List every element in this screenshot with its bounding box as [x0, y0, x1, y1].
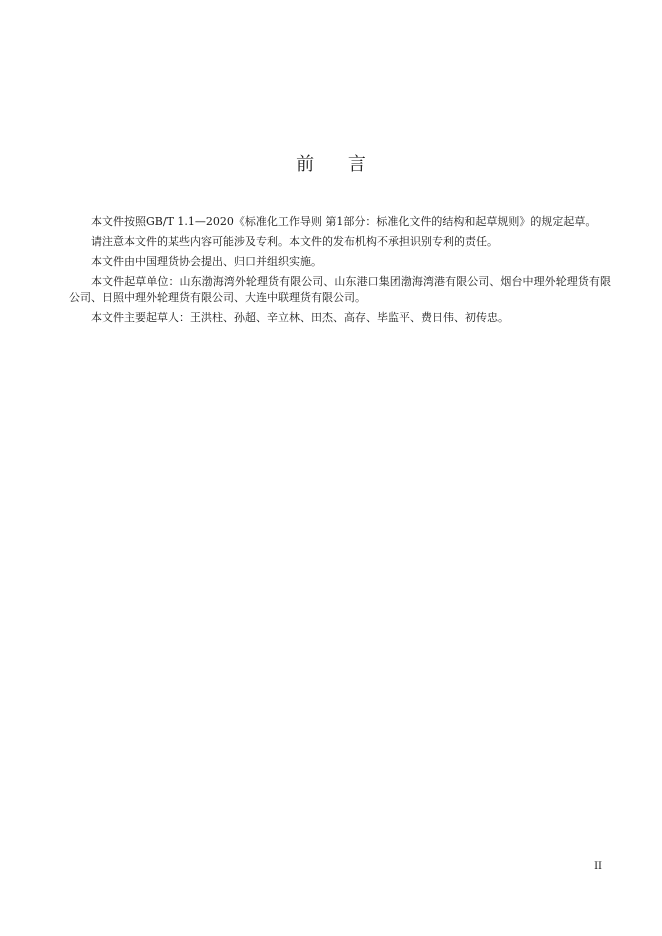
paragraph-drafting-units: 本文件起草单位：山东渤海湾外轮理货有限公司、山东港口集团渤海湾港有限公司、烟台中理外轮理货有限公司、日照中理外轮理货有限公司、大连中联理货有限公司。: [69, 275, 611, 304]
paragraph-proposer: 本文件由中国理货协会提出、归口并组织实施。: [91, 255, 322, 268]
document-body: [69, 214, 611, 330]
page-title: 前 言: [296, 154, 380, 175]
paragraph-patent-notice: 请注意本文件的某些内容可能涉及专利。本文件的发布机构不承担识别专利的责任。: [91, 235, 498, 248]
page-number: II: [594, 861, 602, 872]
paragraph-drafting-rules: 本文件按照GB/T 1.1—2020《标准化工作导则 第1部分：标准化文件的结构和起草规则》的规定起草。: [91, 215, 597, 228]
paragraph-drafters: 本文件主要起草人：王洪柱、孙超、辛立林、田杰、高存、毕监平、费日伟、初传忠。: [91, 311, 509, 324]
